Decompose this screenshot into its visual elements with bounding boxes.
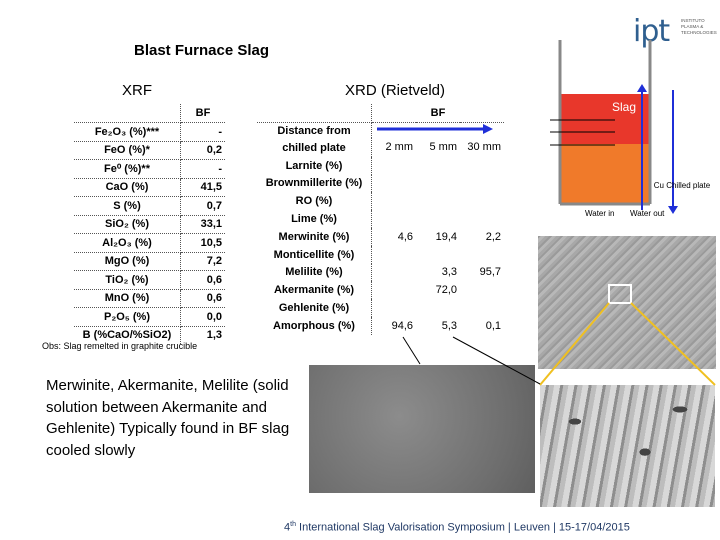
footer-sup: th: [290, 521, 296, 528]
xrf-row-label: TiO₂ (%): [74, 271, 181, 290]
xrf-row-value: 7,2: [181, 252, 226, 271]
xrf-row-label: MgO (%): [74, 252, 181, 271]
xrf-row-value: 10,5: [181, 234, 226, 253]
water-out-label: Water out: [630, 209, 665, 218]
page-title: Blast Furnace Slag: [134, 42, 270, 59]
zoom-box: [609, 285, 631, 303]
xrd-row-label: Larnite (%): [257, 157, 372, 175]
xrf-row-label: S (%): [74, 197, 181, 216]
xrd-col-2mm: 2 mm: [385, 141, 413, 154]
slag-label: Slag: [612, 100, 637, 114]
xrd-row-value: 19,4: [435, 230, 457, 243]
xrd-heading: XRD (Rietveld): [345, 82, 446, 99]
xrd-distance-label: Distance from chilled plate: [257, 122, 372, 157]
xrd-col-30mm: 30 mm: [467, 141, 501, 154]
xrd-row-value: 0,1: [485, 319, 501, 332]
xrf-row-label: CaO (%): [74, 178, 181, 197]
xrd-row-label: Amorphous (%): [257, 317, 372, 335]
xrd-row-value: 3,3: [441, 266, 457, 279]
xrd-row-label: RO (%): [257, 192, 372, 210]
xrd-row-value: 94,6: [391, 319, 413, 332]
xrf-row-label: B (%CaO/%SiO2): [74, 326, 181, 344]
water-in-label: Water in: [585, 209, 615, 218]
xrd-row-label: Brownmillerite (%): [257, 175, 372, 193]
xrd-row-value: 72,0: [435, 284, 457, 297]
obs-note: Obs: Slag remelted in graphite crucible: [42, 341, 198, 351]
xrf-row-label: P₂O₅ (%): [74, 308, 181, 327]
logo-line: INSTITUTO: [681, 18, 705, 23]
xrf-row-value: 0,6: [181, 289, 226, 308]
xrf-row-label: Fe₂O₃ (%)***: [74, 123, 181, 142]
xrf-row-value: 0,7: [181, 197, 226, 216]
xrf-row-label: Al₂O₃ (%): [74, 234, 181, 253]
logo-line: TECHNOLOGIES: [681, 30, 717, 35]
xrd-row-label: Melilite (%): [257, 264, 372, 282]
xrf-column-header: BF: [181, 104, 226, 123]
logo-line: PLASMA &: [681, 24, 704, 29]
xrf-row-label: MnO (%): [74, 289, 181, 308]
xrd-col-5mm: 5 mm: [429, 141, 457, 154]
xrf-row-value: -: [181, 160, 226, 179]
xrf-row-value: 0,2: [181, 141, 226, 160]
xrd-row-label: Akermanite (%): [257, 281, 372, 299]
phase-description: Merwinite, Akermanite, Melilite (solid solution between Akermanite and Gehlenite) Typically found in BF slag cooled slowly: [46, 377, 290, 459]
xrf-row-value: 0,0: [181, 308, 226, 327]
xrd-row-value: 5,3: [441, 319, 457, 332]
xrf-row-value: 0,6: [181, 271, 226, 290]
xrf-row-value: -: [181, 123, 226, 142]
xrd-row-label: Merwinite (%): [257, 228, 372, 246]
ipt-logo: ipt: [633, 14, 670, 49]
xrd-row-value: 4,6: [397, 230, 413, 243]
cu-chilled-plate-label: Cu Chilled plate: [653, 181, 711, 190]
xrf-row-value: 41,5: [181, 178, 226, 197]
zoom-connector: [540, 303, 609, 385]
footer-text: International Slag Valorisation Symposium | Leuven | 15-17/04/2015: [295, 521, 630, 534]
pointer-line: [403, 337, 420, 364]
pointer-line: [453, 337, 540, 384]
xrd-row-label: Gehlenite (%): [257, 299, 372, 317]
xrf-heading: XRF: [122, 82, 152, 99]
xrd-row-value: 95,7: [479, 266, 501, 279]
xrf-row-label: SiO₂ (%): [74, 215, 181, 234]
xrf-row-label: Fe⁰ (%)**: [74, 160, 181, 179]
xrd-row-value: 2,2: [485, 230, 501, 243]
xrf-row-value: 33,1: [181, 215, 226, 234]
xrf-row-value: 1,3: [206, 329, 222, 342]
xrd-row-label: Lime (%): [257, 210, 372, 228]
footer: [284, 521, 630, 534]
xrd-row-label: Monticellite (%): [257, 246, 372, 264]
zoom-connector: [631, 303, 715, 385]
xrf-row-label: FeO (%)*: [74, 141, 181, 160]
xrd-column-header: BF: [372, 104, 505, 122]
footer-ordinal: 4: [284, 521, 291, 534]
